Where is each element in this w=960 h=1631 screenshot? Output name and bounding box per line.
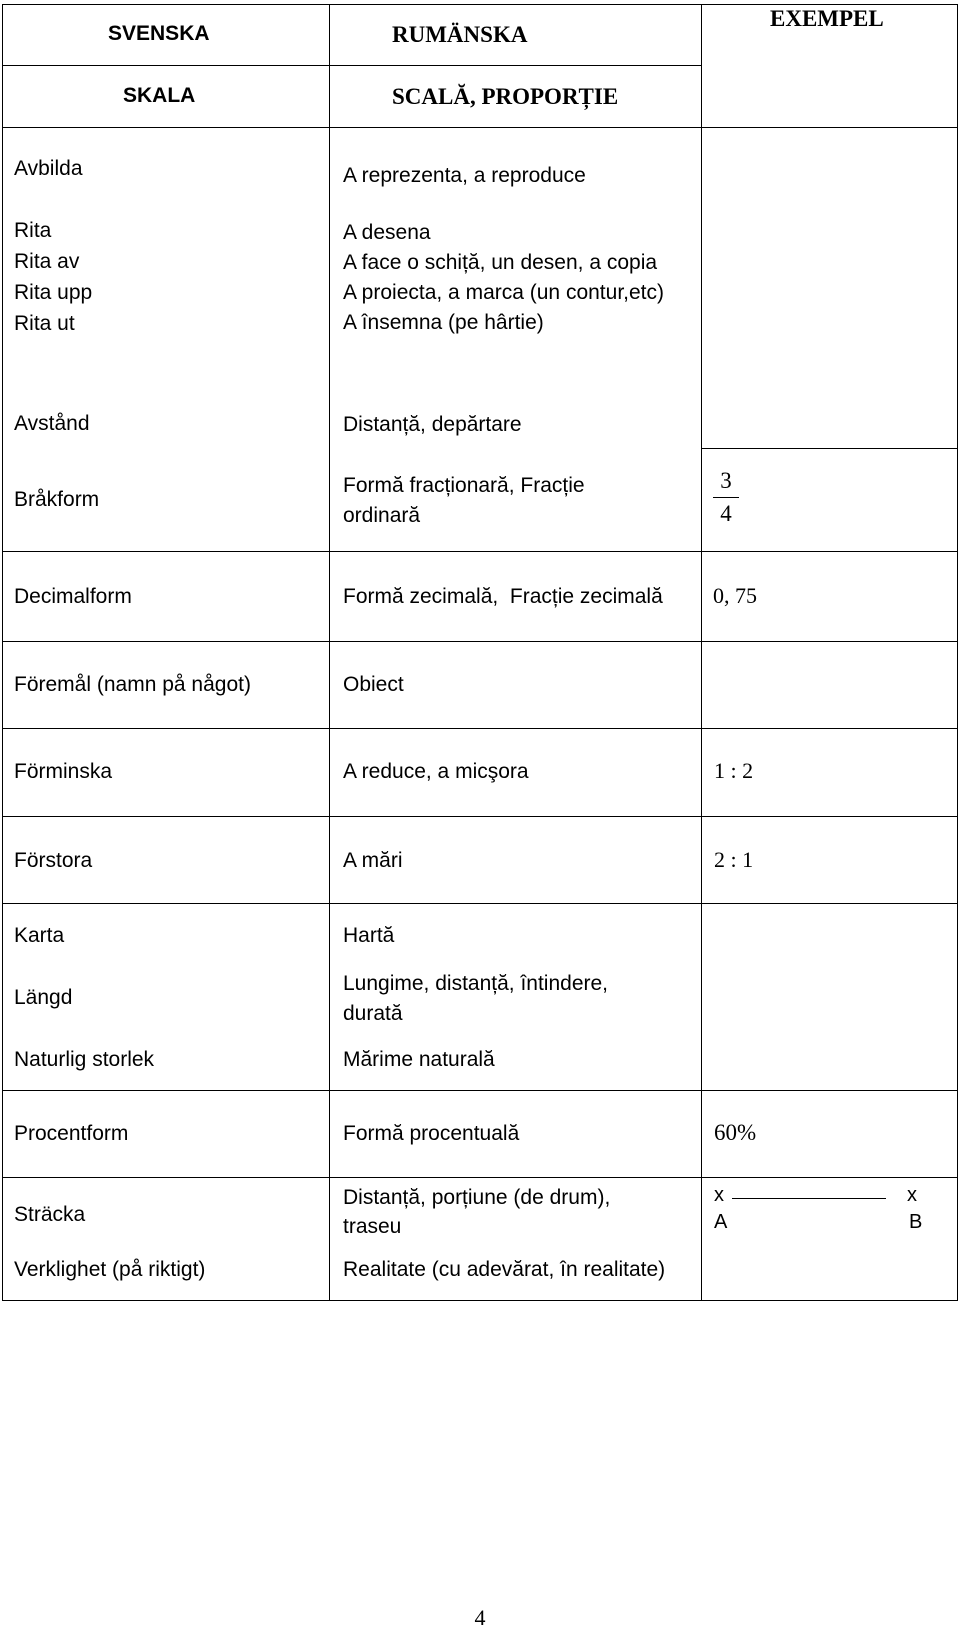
table-border-right — [957, 4, 958, 1301]
term-ro: Formă zecimală, Fracție zecimală — [343, 585, 663, 608]
term-sv: Bråkform — [14, 488, 100, 511]
term-ro: Lungime, distanță, întindere, — [343, 972, 609, 995]
row-separator — [2, 1090, 958, 1091]
term-ro: A face o schiță, un desen, a copia — [343, 251, 658, 274]
row-separator — [2, 728, 958, 729]
example-ratio: 2 : 1 — [714, 847, 754, 872]
row-separator — [2, 127, 958, 128]
term-sv: Avbilda — [14, 157, 83, 180]
fraction-numerator: 3 — [720, 468, 732, 493]
term-ro: A mări — [343, 849, 403, 872]
term-sv: Rita ut — [14, 312, 75, 335]
row-separator — [2, 65, 702, 66]
term-ro: traseu — [343, 1215, 402, 1238]
term-ro: Distanță, porțiune (de drum), — [343, 1186, 611, 1209]
term-ro-group — [343, 218, 664, 338]
term-sv: Procentform — [14, 1122, 129, 1145]
row-separator — [2, 1177, 958, 1178]
term-sv: Sträcka — [14, 1203, 86, 1226]
term-ro: A reduce, a micşora — [343, 760, 529, 783]
term-sv: Decimalform — [14, 585, 132, 608]
term-sv: Längd — [14, 986, 73, 1009]
table-divider-1 — [329, 4, 330, 1301]
row-separator — [701, 448, 957, 449]
term-sv-group — [14, 215, 92, 339]
term-ro: A însemna (pe hârtie) — [343, 311, 544, 334]
row-separator — [2, 816, 958, 817]
term-ro: Realitate (cu adevărat, în realitate) — [343, 1258, 666, 1281]
term-ro: A desena — [343, 221, 431, 244]
fraction-example — [713, 467, 739, 528]
example-decimal: 0, 75 — [713, 583, 757, 608]
table-border-bottom — [2, 1300, 958, 1301]
term-ro: Distanță, depărtare — [343, 413, 522, 436]
table-divider-2 — [701, 4, 702, 1301]
term-ro: A proiecta, a marca (un contur,etc) — [343, 281, 664, 304]
term-ro: Formă procentuală — [343, 1122, 520, 1145]
term-ro: Mărime naturală — [343, 1048, 495, 1071]
segment-line — [732, 1198, 886, 1199]
term-ro: A reprezenta, a reproduce — [343, 164, 586, 187]
section-title-ro: SCALĂ, PROPORȚIE — [392, 84, 619, 109]
row-separator — [2, 551, 958, 552]
term-sv: Naturlig storlek — [14, 1048, 155, 1071]
term-ro: Hartă — [343, 924, 395, 947]
example-ratio: 1 : 2 — [714, 758, 754, 783]
page-number: 4 — [474, 1605, 486, 1630]
segment-endpoint-mark: x — [714, 1184, 724, 1206]
section-title-sv: SKALA — [123, 84, 196, 107]
term-sv: Förstora — [14, 849, 93, 872]
segment-label-a: A — [714, 1211, 728, 1233]
row-separator — [2, 641, 958, 642]
term-ro: Obiect — [343, 673, 404, 696]
term-ro: durată — [343, 1002, 403, 1025]
segment-endpoint-mark: x — [907, 1184, 917, 1206]
term-sv: Rita — [14, 219, 52, 242]
term-sv: Avstånd — [14, 412, 90, 435]
example-percent: 60% — [714, 1120, 757, 1145]
term-ro: ordinară — [343, 504, 421, 527]
term-ro: Formă fracționară, Fracție — [343, 474, 585, 497]
segment-example — [712, 1186, 930, 1236]
term-sv: Föremål (namn på något) — [14, 673, 251, 696]
table-border-left — [2, 4, 3, 1301]
fraction-denominator: 4 — [720, 501, 732, 526]
term-sv: Förminska — [14, 760, 113, 783]
term-ro-group — [343, 969, 608, 1029]
fraction-bar — [713, 497, 739, 498]
segment-label-b: B — [909, 1211, 923, 1233]
term-ro-group — [343, 471, 585, 531]
term-ro-group — [343, 1183, 610, 1241]
row-separator — [2, 903, 958, 904]
term-sv: Rita upp — [14, 281, 93, 304]
header-rumanska: RUMÄNSKA — [392, 22, 528, 47]
header-exempel: EXEMPEL — [770, 6, 884, 31]
term-sv: Verklighet (på riktigt) — [14, 1258, 206, 1281]
header-svenska: SVENSKA — [108, 22, 210, 45]
term-sv: Karta — [14, 924, 65, 947]
term-sv: Rita av — [14, 250, 80, 273]
